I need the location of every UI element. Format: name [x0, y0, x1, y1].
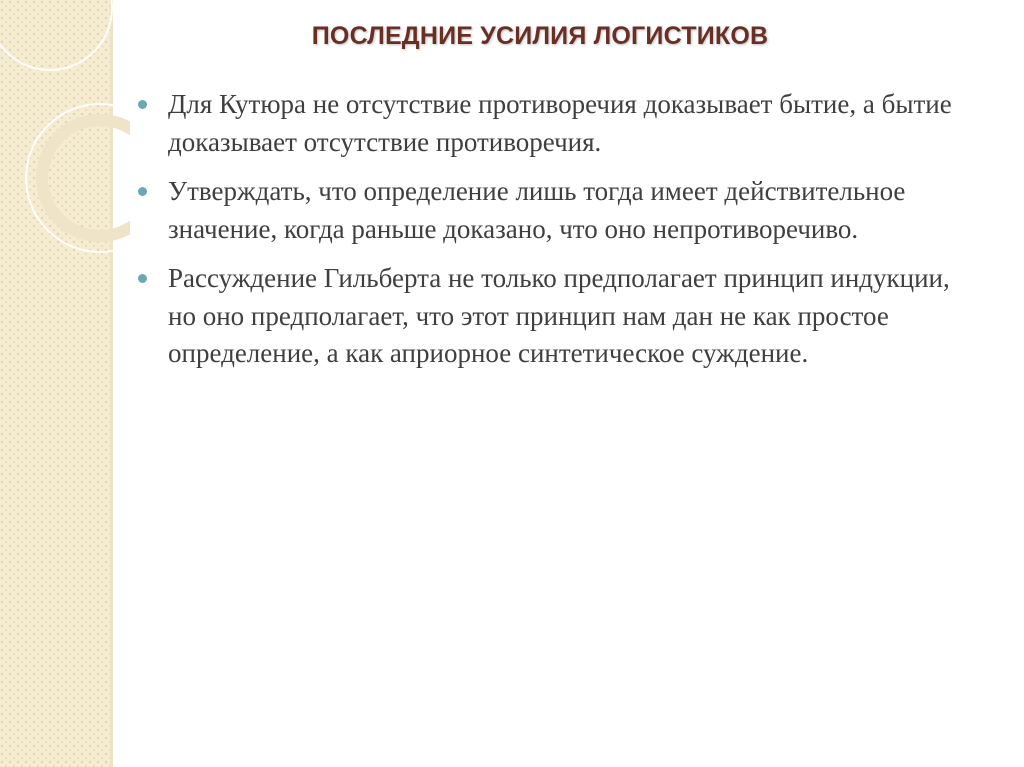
bullet-item: [134, 260, 954, 373]
slide-title: ПОСЛЕДНИЕ УСИЛИЯ ЛОГИСТИКОВ: [311, 22, 769, 50]
bullet-dot-icon: [138, 100, 147, 109]
bullet-dot-icon: [138, 274, 147, 283]
bullet-list: [134, 86, 954, 385]
bullet-text: Рассуждение Гильберта не только предполагает принцип индукции, но оно предполагает, что этот принцип нам дан не как простое определение, а как априорное синтетическое суждение.: [168, 263, 950, 368]
bullet-text: Утверждать, что определение лишь тогда имеет действительное значение, когда раньше доказано, что оно непротиворечиво.: [168, 176, 906, 244]
bullet-dot-icon: [138, 187, 147, 196]
decorative-circle-thick: [42, 120, 130, 236]
decorative-circles: [0, 0, 130, 260]
bullet-item: [134, 86, 954, 161]
bullet-text: Для Кутюра не отсутствие противоречия доказывает бытие, а бытие доказывает отсутствие противоречия.: [168, 89, 952, 157]
decorative-circle-large: [0, 0, 112, 70]
bullet-item: [134, 173, 954, 248]
